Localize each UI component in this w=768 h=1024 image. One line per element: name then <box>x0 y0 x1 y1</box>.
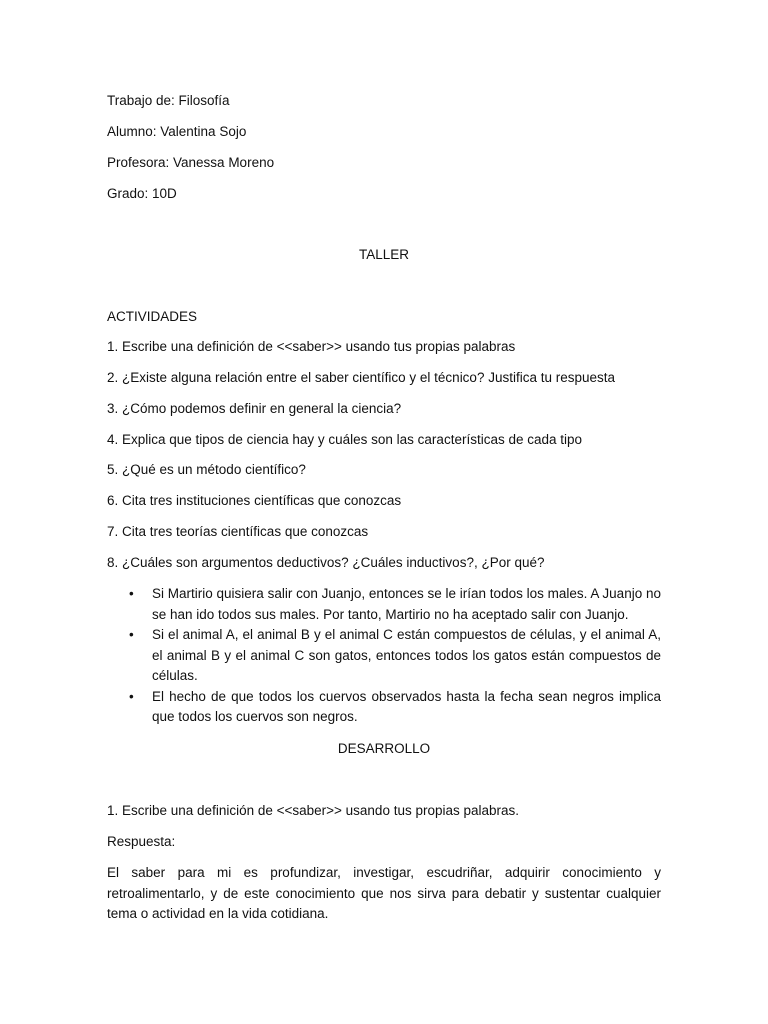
activity-item: 7. Cita tres teorías científicas que conozcas <box>107 524 369 539</box>
list-item <box>107 625 661 687</box>
answer-text: El saber para mi es profundizar, investigar, escudriñar, adquirir conocimiento y retroalimentarlo, y de este conocimiento que nos sirva para debatir y sustentar cualquier tema o actividad en la vida cotidiana. <box>107 865 661 921</box>
activity-item: 8. ¿Cuáles son argumentos deductivos? ¿Cuáles inductivos?, ¿Por qué? <box>107 555 545 570</box>
activity-item: 1. Escribe una definición de <<saber>> usando tus propias palabras <box>107 339 516 354</box>
bullet-icon: • <box>129 586 134 601</box>
answer-label: Respuesta: <box>107 834 176 849</box>
header-alumno: Alumno: Valentina Sojo <box>107 124 247 139</box>
header-trabajo: Trabajo de: Filosofía <box>107 93 230 108</box>
list-item <box>107 584 661 625</box>
development-question: 1. Escribe una definición de <<saber>> usando tus propias palabras. <box>107 803 520 818</box>
bullet-icon: • <box>129 688 134 704</box>
header-grado: Grado: 10D <box>107 186 177 201</box>
list-item <box>107 687 661 728</box>
bullet-icon: • <box>129 627 134 642</box>
activity-item: 6. Cita tres instituciones científicas que conozcas <box>107 493 402 508</box>
activity-item: 2. ¿Existe alguna relación entre el saber científico y el técnico? Justifica tu respuesta <box>107 370 616 385</box>
bullet-text: Si Martirio quisiera salir con Juanjo, entonces se le irían todos los males. A Juanjo no se han ido todos sus males. Por tanto, Martirio no ha aceptado salir con Juanjo. <box>152 586 661 622</box>
activity-item: 3. ¿Cómo podemos definir en general la ciencia? <box>107 401 402 416</box>
example-bullet-list <box>107 584 661 728</box>
activities-heading: ACTIVIDADES <box>107 309 198 324</box>
document-title: TALLER <box>358 247 410 262</box>
bullet-text: El hecho de que todos los cuervos observados hasta la fecha sean negros implica que todos los cuervos son negros. <box>152 688 661 724</box>
header-profesora: Profesora: Vanessa Moreno <box>107 155 275 170</box>
development-heading: DESARROLLO <box>337 741 431 756</box>
bullet-text: Si el animal A, el animal B y el animal C están compuestos de células, y el animal A, el animal B y el animal C son gatos, entonces todos los gatos están compuestos de células. <box>152 627 661 683</box>
activity-item: 5. ¿Qué es un método científico? <box>107 462 306 477</box>
activity-item: 4. Explica que tipos de ciencia hay y cuáles son las características de cada tipo <box>107 432 583 447</box>
